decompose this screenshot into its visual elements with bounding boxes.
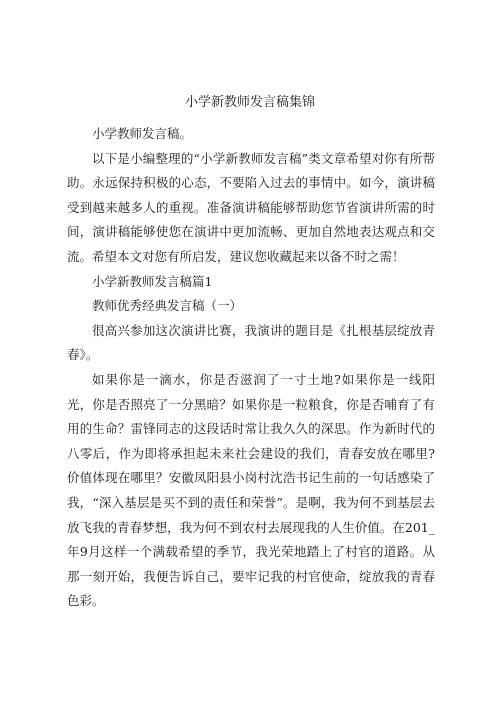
section-heading: 小学新教师发言稿篇1 bbox=[92, 273, 213, 289]
paragraph: 如果你是一滴水，你是否滋润了一寸土地?如果你是一线阳光，你是否照亮了一分黑暗？如果你是一粒粮食，你是否哺育了有用的生命？雷锋同志的这段话时常让我久久的深思。作为新时代的八零后，作为即将承担起未来社会建设的我们，青春安放在哪里?价值体现在哪里？安徽凤阳县小岗村沈浩书记生前的一句话感染了我，“深入基层是买不到的责任和荣誉”。是啊，我为何不到基层去放飞我的青春梦想，我为何不到农村去展现我的人生价值。在201_年9月这样一个满载希望的季节，我光荣地踏上了村官的道路。从那一刻开始，我便告诉自己，要牢记我的村官使命，绽放我的青春色彩。 bbox=[67, 371, 435, 609]
paragraph: 小学教师发言稿。 bbox=[92, 126, 193, 141]
paragraph: 以下是小编整理的“小学新教师发言稿”类文章希望对你有所帮助。永远保持积极的心态，不要陷入过去的事情中。如今，演讲稿受到越来越多人的重视。准备演讲稿能够帮助您节省演讲所需的时间，演讲稿能够使您在演讲中更加流畅、更加自然地表达观点和交流。希望本文对您有所启发，建议您收藏起来以备不时之需！ bbox=[67, 150, 435, 264]
paragraph: 很高兴参加这次演讲比赛，我演讲的题目是《扎根基层绽放青春》。 bbox=[67, 322, 435, 363]
section-subheading: 教师优秀经典发言稿（一） bbox=[92, 298, 243, 314]
page-title: 小学新教师发言稿集锦 bbox=[184, 95, 315, 110]
document-body bbox=[67, 122, 435, 614]
